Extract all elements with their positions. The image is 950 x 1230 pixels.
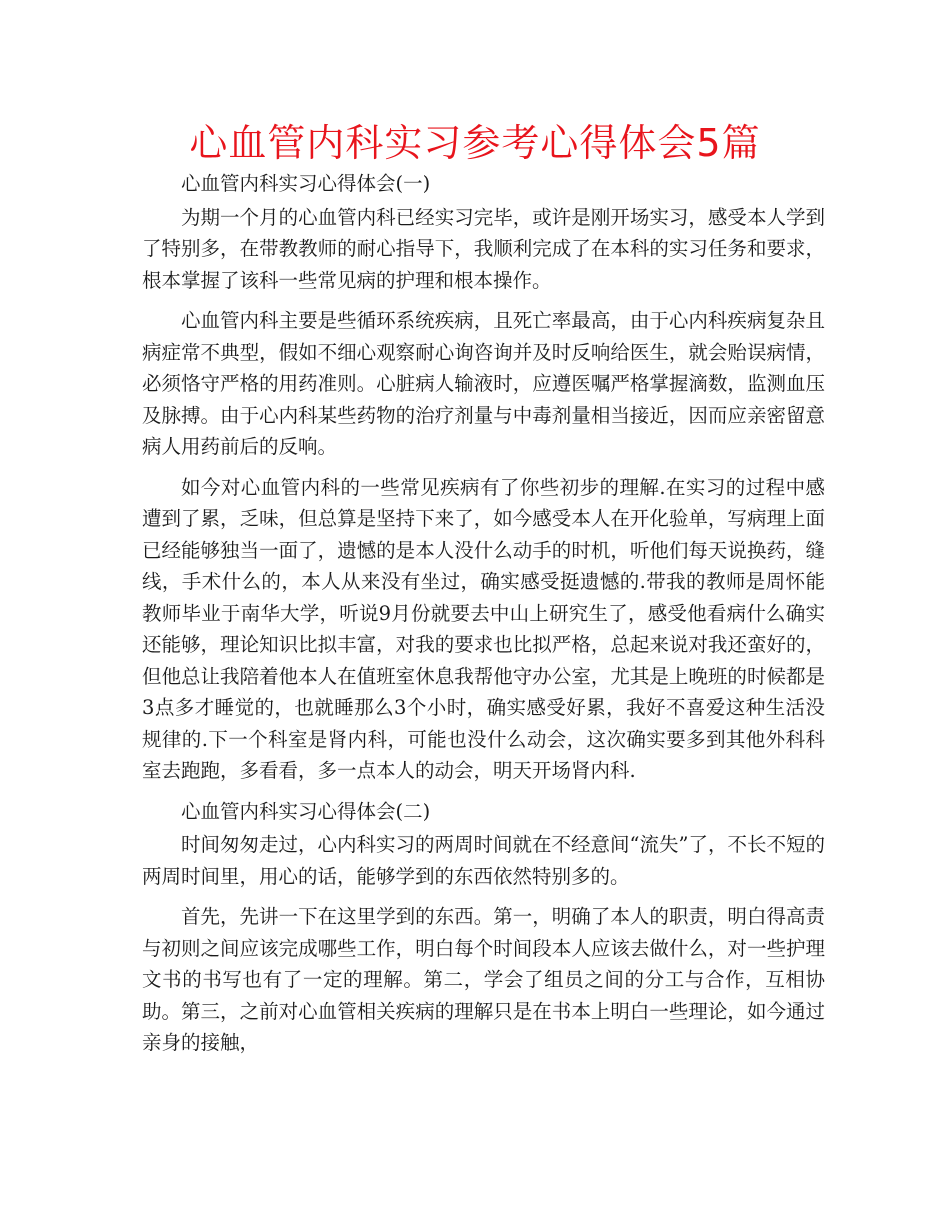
paragraph: 时间匆匆走过，心内科实习的两周时间就在不经意间“流失”了，不长不短的两周时间里，用心的话，能够学到的东西依然特别多的。 (142, 833, 825, 888)
paragraph: 为期一个月的心血管内科已经实习完毕，或许是刚开场实习，感受本人学到了特别多，在带教教师的耐心指导下，我顺利完成了在本科的实习任务和要求，根本掌握了该科一些常见病的护理和根本操作。 (142, 205, 825, 292)
section-heading-2: 心血管内科实习心得体会(二) (181, 799, 431, 823)
section-heading-1: 心血管内科实习心得体会(一) (181, 172, 431, 195)
document-title: 心血管内科实习参考心得体会5篇 (189, 121, 761, 165)
paragraph: 如今对心血管内科的一些常见疾病有了你些初步的理解.在实习的过程中感遭到了累，乏味，但总算是坚持下来了，如今感受本人在开化验单，写病理上面已经能够独当一面了，遗憾的是本人没什么动手的时机，听他们每天说换药，缝线，手术什么的，本人从来没有坐过，确实感受挺遗憾的.带我的教师是周怀能教师毕业于南华大学，听说9月份就要去中山上研究生了，感受他看病什么确实还能够，理论知识比拟丰富，对我的要求也比拟严格，总起来说对我还蛮好的，但他总让我陪着他本人在值班室休息我帮他守办公室，尤其是上晚班的时候都是3点多才睡觉的，也就睡那么3个小时，确实感受好累，我好不喜爱这种生活没规律的.下一个科室是肾内科，可能也没什么动会，这次确实要多到其他外科科室去跑跑，多看看，多一点本人的动会，明天开场肾内科. (142, 475, 825, 782)
paragraph: 心血管内科主要是些循环系统疾病，且死亡率最高，由于心内科疾病复杂且病症常不典型，假如不细心观察耐心询咨询并及时反响给医生，就会贻误病情，必须恪守严格的用药准则。心脏病人输液时，应遵医嘱严格掌握滴数，监测血压及脉搏。由于心内科某些药物的治疗剂量与中毒剂量相当接近，因而应亲密留意病人用药前后的反响。 (142, 309, 825, 458)
document-body (142, 168, 825, 1068)
paragraph: 首先，先讲一下在这里学到的东西。第一，明确了本人的职责，明白得高责与初则之间应该完成哪些工作，明白每个时间段本人应该去做什么，对一些护理文书的书写也有了一定的理解。第二，学会了组员之间的分工与合作，互相协助。第三，之前对心血管相关疾病的理解只是在书本上明白一些理论，如今通过亲身的接触， (142, 905, 825, 1054)
